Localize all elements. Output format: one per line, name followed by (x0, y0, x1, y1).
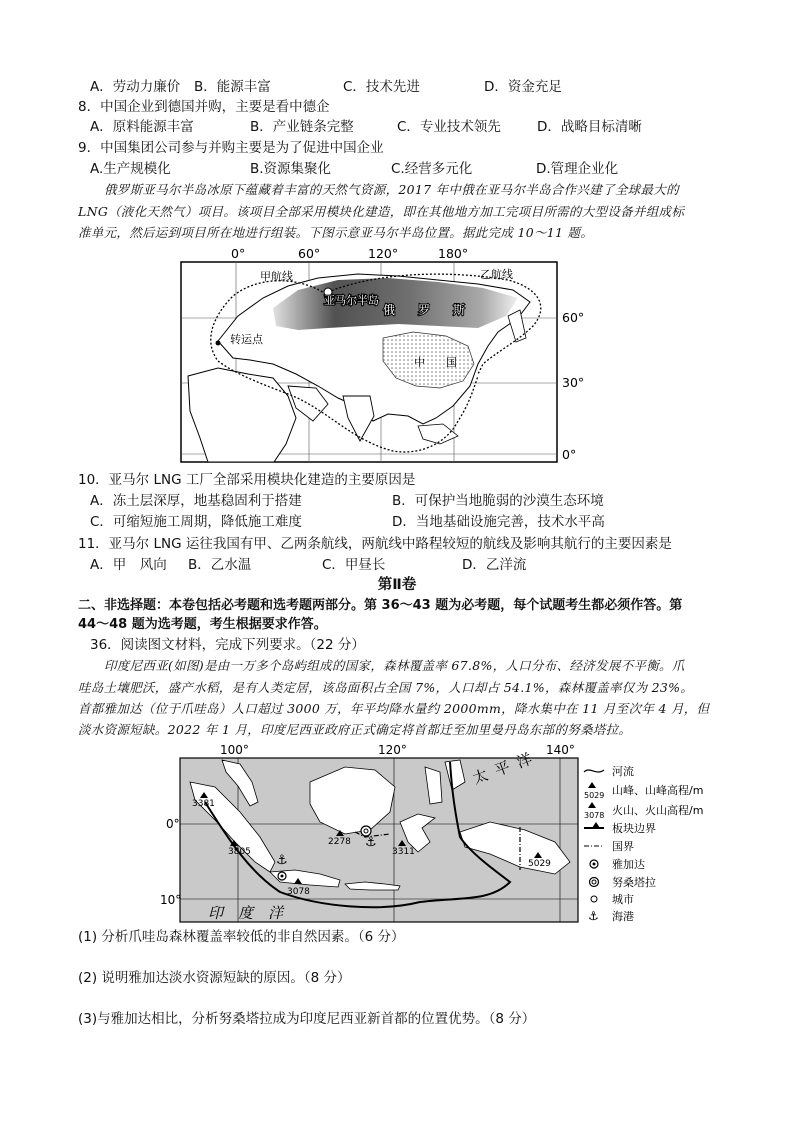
indian-ocean-label-3: 洋 (268, 904, 284, 922)
svg-text:山峰、山峰高程/m: 山峰、山峰高程/m (612, 784, 704, 797)
q7-option-c: C．技术先进 (343, 79, 420, 95)
elevation-label: 3381 (192, 799, 215, 809)
q10-option-b: B．可保护当地脆弱的沙漠生态环境 (392, 493, 604, 509)
q8-stem: 8．中国企业到德国并购，主要是看中德企 (78, 99, 330, 115)
q36-sub2: (2) 说明雅加达淡水资源短缺的原因。（8 分） (78, 970, 351, 986)
pacific-label-1: 太 (470, 765, 491, 788)
china-label-1: 中 (414, 356, 425, 369)
svg-text:雅加达: 雅加达 (612, 858, 645, 871)
elevation-label: 3805 (228, 847, 251, 857)
q7-option-d: D．资金充足 (484, 79, 562, 95)
q8-option-b: B．产业链条完整 (250, 119, 354, 135)
svg-text:努桑塔拉: 努桑塔拉 (612, 876, 656, 889)
q11-option-b: B．乙水温 (188, 557, 252, 573)
route-jia-label: 甲航线 (260, 270, 293, 283)
q10-option-c: C．可缩短施工周期，降低施工难度 (90, 514, 302, 530)
q9-option-b: B.资源集聚化 (250, 161, 332, 177)
lon-label: 120° (378, 743, 407, 757)
q7-option-a: A．劳动力廉价 (90, 79, 181, 95)
elevation-label: 2278 (328, 837, 351, 847)
passage1-line1: 俄罗斯亚马尔半岛冰原下蕴藏着丰富的天然气资源，2017 年中俄在亚马尔半岛合作兴建了全球最大的 (104, 182, 679, 197)
q36-sub3: (3)与雅加达相比，分析努桑塔拉成为印度尼西亚新首都的位置优势。（8 分） (78, 1011, 536, 1027)
q11-option-a: A．甲 风向 (90, 557, 167, 573)
passage1-line2: LNG（液化天然气）项目。该项目全部采用模块化建造，即在其他地方加工完项目所需的大型设备并组成标 (78, 204, 685, 219)
svg-text:河流: 河流 (612, 765, 634, 778)
section2-title: 第Ⅱ卷 (377, 577, 417, 593)
russia-label-1: 俄 (383, 303, 396, 317)
elevation-label: 3311 (392, 847, 415, 857)
pacific-label-2: 平 (492, 757, 513, 780)
lat-label: 10° (160, 893, 182, 907)
svg-text:3078: 3078 (584, 811, 605, 820)
q9-option-c: C.经营多元化 (391, 161, 473, 177)
indian-ocean-label-1: 印 (208, 904, 224, 922)
svg-text:⚓: ⚓ (588, 909, 599, 923)
lat-label: 30° (562, 375, 585, 390)
route-yi-label: 乙航线 (480, 268, 513, 281)
elevation-label: 3078 (287, 887, 310, 897)
pacific-label-3: 洋 (514, 749, 535, 772)
lon-label: 140° (546, 743, 575, 757)
lat-label: 60° (562, 310, 585, 325)
q36-sub1: (1) 分析爪哇岛森林覆盖率较低的非自然因素。（6 分） (78, 929, 405, 945)
q10-option-d: D．当地基础设施完善，技术水平高 (392, 514, 605, 530)
china-label-2: 国 (446, 356, 457, 369)
q9-stem: 9．中国集团公司参与并购主要是为了促进中国企业 (78, 140, 384, 156)
lat-label: 0° (562, 447, 577, 462)
russia-label-2: 罗 (418, 303, 431, 317)
lon-label: 120° (368, 246, 399, 261)
q11-stem: 11．亚马尔 LNG 运往我国有甲、乙两条航线，两航线中路程较短的航线及影响其航行的主要因素是 (78, 536, 672, 552)
indian-ocean-label-2: 度 (238, 904, 254, 922)
lon-label: 180° (438, 246, 469, 261)
q9-option-a: A.生产规模化 (90, 161, 171, 177)
svg-text:板块边界: 板块边界 (612, 822, 656, 835)
section2-heading-line2: 44～48 题为选考题，考生根据要求作答。 (78, 617, 327, 632)
q9-option-d: D.管理企业化 (536, 161, 619, 177)
q10-stem: 10．亚马尔 LNG 工厂全部采用模块化建造的主要原因是 (78, 472, 416, 488)
section2-heading-line1: 二、非选择题：本卷包括必考题和选考题两部分。第 36～43 题为必考题，每个试题考生都必须作答。第 (78, 598, 683, 613)
q8-option-a: A．原料能源丰富 (90, 119, 194, 135)
elevation-label: 5029 (528, 859, 551, 869)
lon-label: 60° (298, 246, 321, 261)
svg-text:5029: 5029 (584, 791, 605, 800)
yamal-location-map (178, 246, 590, 468)
russia-label-3: 斯 (453, 303, 466, 317)
passage1-line3: 准单元，然后运到项目所在地进行组装。下图示意亚马尔半岛位置。据此完成 10～11 题。 (78, 225, 594, 240)
q7-option-b: B．能源丰富 (194, 79, 271, 95)
q11-option-c: C．甲昼长 (322, 557, 386, 573)
lon-label: 100° (220, 743, 249, 757)
q10-option-a: A．冻土层深厚，地基稳固利于搭建 (90, 493, 302, 509)
svg-text:海港: 海港 (612, 910, 634, 923)
q36-passage-line1: 印度尼西亚(如图)是由一万多个岛屿组成的国家，森林覆盖率 67.8%，人口分布、经济发展不平衡。爪 (104, 658, 685, 673)
transfer-point-label: 转运点 (230, 333, 263, 346)
q36-passage-line2: 哇岛土壤肥沃，盛产水稻，是有人类定居，该岛面积占全国 7%，人口却占 54.1%，森林覆盖率仅为 23%。 (78, 680, 694, 695)
q36-passage-line3: 首都雅加达（位于爪哇岛）人口超过 3000 万，年平均降水量约 2000mm，降水集中在 11 月至次年 4 月，但 (78, 701, 710, 716)
lat-label: 0° (166, 817, 180, 831)
q8-option-c: C．专业技术领先 (397, 119, 501, 135)
transfer-point-marker (216, 341, 221, 346)
q36-passage-line4: 淡水资源短缺。2022 年 1 月，印度尼西亚政府正式确定将首都迁至加里曼丹岛东部的努桑塔拉。 (78, 722, 632, 737)
svg-text:火山、火山高程/m: 火山、火山高程/m (612, 804, 704, 817)
indonesia-map (160, 742, 704, 926)
svg-text:城市: 城市 (612, 893, 634, 906)
q36-stem: 36．阅读图文材料，完成下列要求。（22 分） (90, 637, 365, 653)
port-icon: ⚓ (365, 835, 377, 850)
port-icon: ⚓ (276, 853, 288, 868)
peninsula-label: 亚马尔半岛 (324, 294, 379, 307)
map-legend (584, 764, 703, 923)
q8-option-d: D．战略目标清晰 (537, 119, 642, 135)
lon-label: 0° (231, 246, 246, 261)
svg-text:国界: 国界 (612, 840, 634, 853)
q11-option-d: D．乙洋流 (462, 557, 527, 573)
